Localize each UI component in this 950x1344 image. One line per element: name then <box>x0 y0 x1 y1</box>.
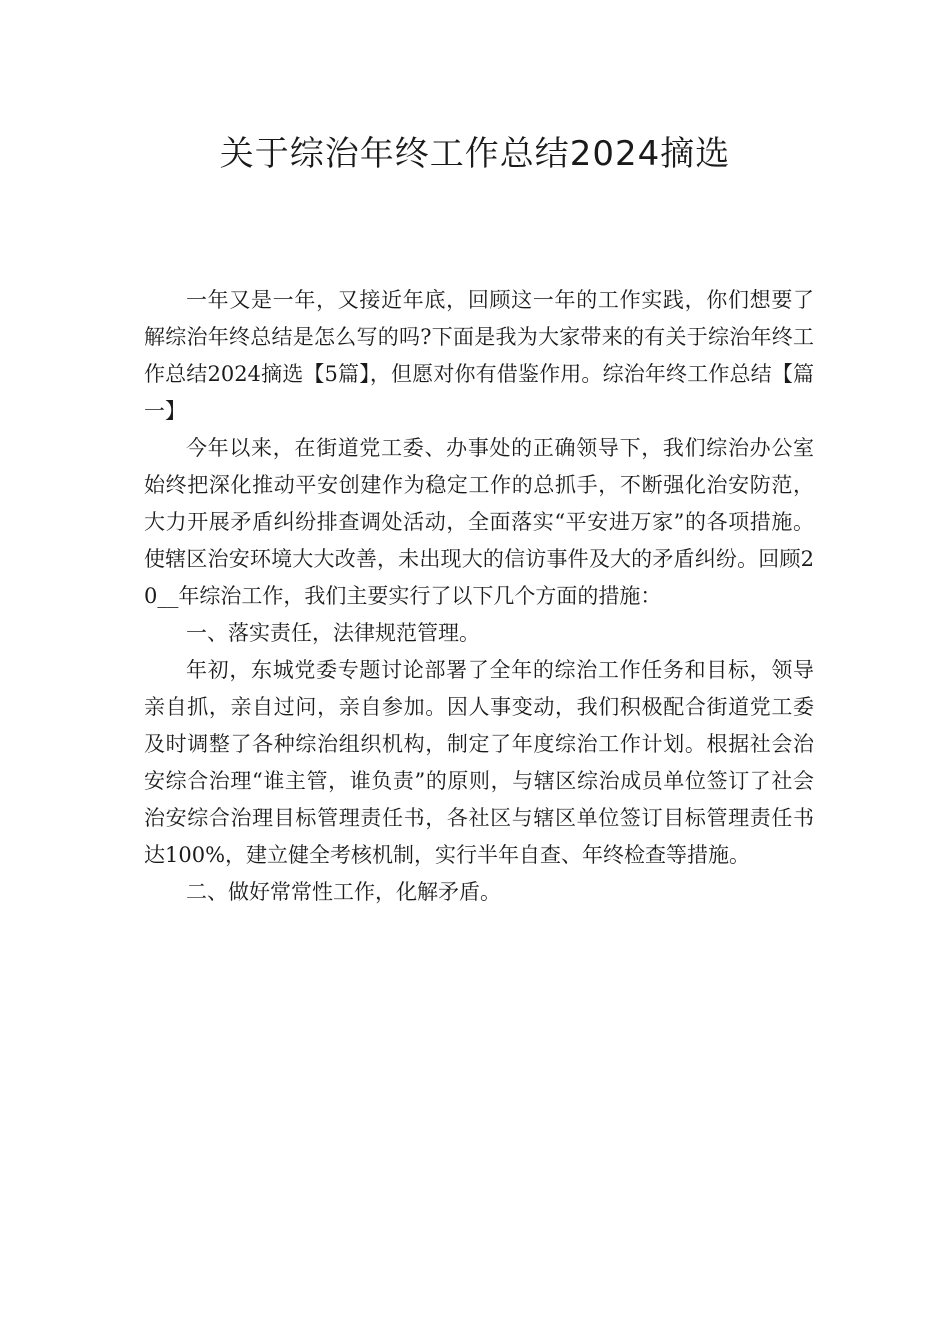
document-title: 关于综治年终工作总结2024摘选 <box>219 134 731 174</box>
document-body <box>144 282 814 911</box>
paragraph-overview: 今年以来，在街道党工委、办事处的正确领导下，我们综治办公室始终把深化推动平安创建作为稳定工作的总抓手，不断强化治安防范，大力开展矛盾纠纷排查调处活动，全面落实“平安进万家”的各项措施。使辖区治安环境大大改善，未出现大的信访事件及大的矛盾纠纷。回顾20__年综治工作，我们主要实行了以下几个方面的措施： <box>144 436 814 608</box>
section-heading-2: 二、做好常常性工作，化解矛盾。 <box>186 880 501 904</box>
paragraph-section-1: 年初，东城党委专题讨论部署了全年的综治工作任务和目标，领导亲自抓，亲自过问，亲自参加。因人事变动，我们积极配合街道党工委及时调整了各种综治组织机构，制定了年度综治工作计划。根据社会治安综合治理“谁主管，谁负责”的原则，与辖区综治成员单位签订了社会治安综合治理目标管理责任书，各社区与辖区单位签订目标管理责任书达100%，建立健全考核机制，实行半年自查、年终检查等措施。 <box>144 658 814 867</box>
section-heading-1: 一、落实责任，法律规范管理。 <box>186 621 480 645</box>
paragraph-intro: 一年又是一年，又接近年底，回顾这一年的工作实践，你们想要了解综治年终总结是怎么写的吗?下面是我为大家带来的有关于综治年终工作总结2024摘选【5篇】，但愿对你有借鉴作用。综治年终工作总结【篇一】 <box>144 288 814 423</box>
